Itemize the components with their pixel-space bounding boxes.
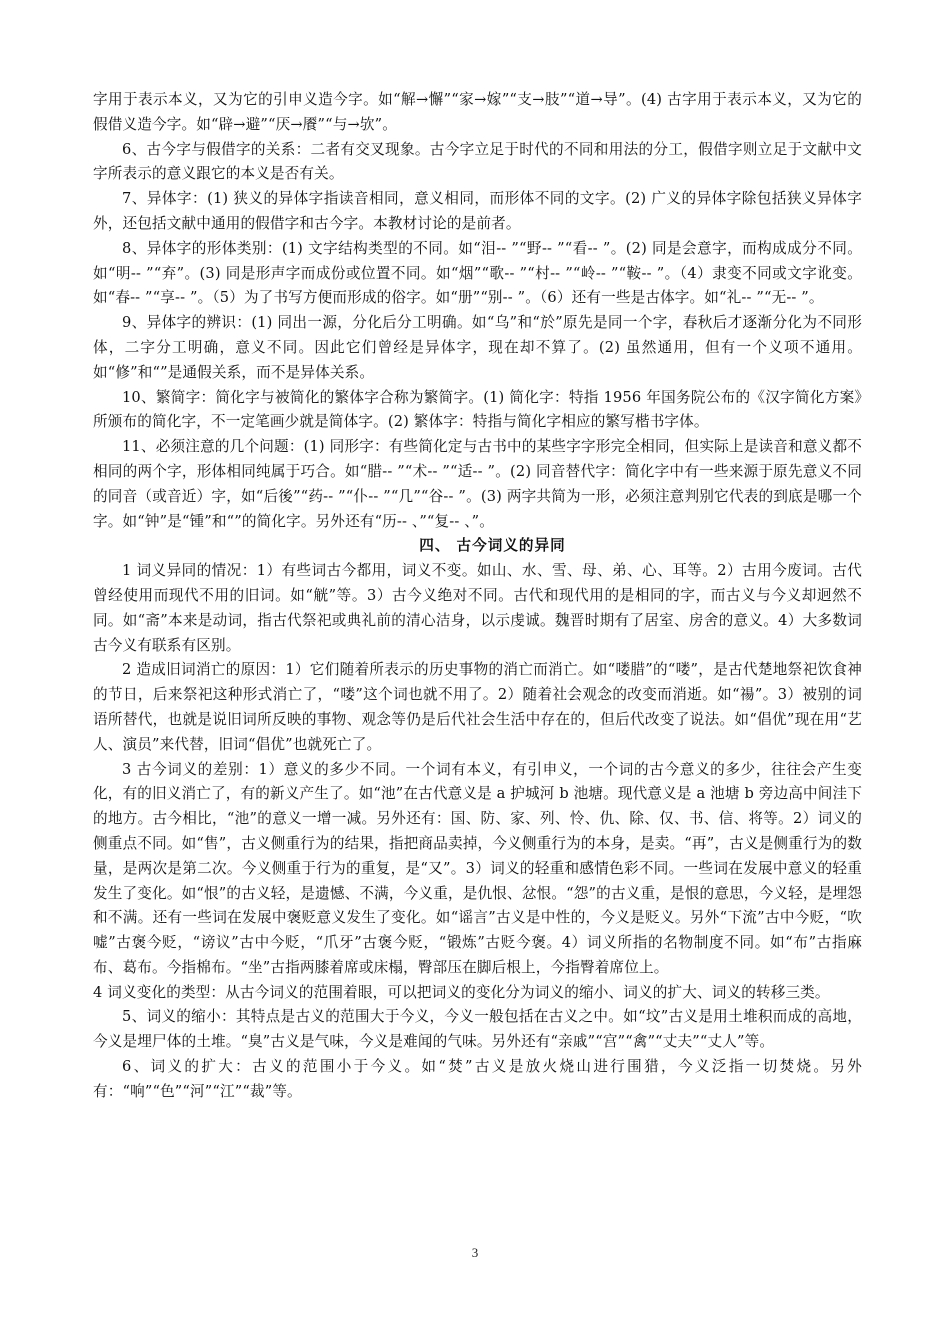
paragraph-item-6: 6、古今字与假借字的关系：二者有交叉现象。古今字立足于时代的不同和用法的分工，假借字则立足于文献中文字所表示的意义跟它的本义是否有关。 [93, 140, 862, 183]
paragraph-item-7: 7、异体字：(1) 狭义的异体字指读音相同，意义相同，而形体不同的文字。(2) 广义的异体字除包括狭义异体字外，还包括文献中通用的假借字和古今字。本教材讨论的是前者。 [93, 190, 862, 232]
paragraph-item-9: 9、异体字的辨识：(1) 同出一源，分化后分工明确。如“乌”和“於”原先是同一个字，春秋后才逐渐分化为不同形体，二字分工明确，意义不同。因此它们曾经是异体字，现在却不算了。(2) 虽然通用，但有一个义项不通用。如“修”和“”是通假关系，而不是异体关系。 [93, 314, 862, 381]
paragraph-item-11: 11、必须注意的几个问题：(1) 同形字：有些简化定与古书中的某些字字形完全相同，但实际上是读音和意义都不相同的两个字，形体相同纯属于巧合。如“腊-- ”“术-- ”“适-- ”。(2) 同音替代字：简化字中有一些来源于原先意义不同的同音（或音近）字，如“后後”“药-- ”“仆-- ”“几”“谷-- ”。(3) 两字共简为一形，必须注意判别它代表的到底是哪一个字。如“钟”是“锺”和“”的简化字。另外还有“历-- 、”“复-- 、”。 [93, 438, 862, 530]
page-number: 3 [471, 1245, 479, 1260]
paragraph-word-meaning-3: 3 古今词义的差别：1）意义的多少不同。一个词有本义，有引申义，一个词的古今意义的多少，往往会产生变化，有的旧义消亡了，有的新义产生了。如“池”在古代意义是 a 护城河 b 池塘。现代意义是 a 池塘 b 旁边高中间洼下的地方。古今相比，“池”的意义一增一减。另外还有：国、防、家、列、怜、仇、除、仅、书、信、将等。2）词义的侧重点不同。如“售”，古义侧重行为的结果，指把商品卖掉，今义侧重行为的本身，是卖。“再”，古义是侧重行为的数量，是两次是第二次。今义侧重于行为的重复，是“又”。3）词义的轻重和感情色彩不同。一些词在发展中意义的轻重发生了变化。如“恨”的古义轻，是遗憾、不满，今义重，是仇恨、忿恨。“怨”的古义重，是恨的意思，今义轻，是埋怨和不满。还有一些词在发展中褒贬意义发生了变化。如“谣言”古义是中性的，今义是贬义。另外“下流”古中今贬，“吹嘘”古褒今贬，“谤议”古中今贬，“爪牙”古褒今贬，“锻炼”古贬今褒。4）词义所指的名物制度不同。如“布”古指麻布、葛布。今指棉布。“坐”古指两膝着席或床榻，臀部压在脚后根上，今指臀着席位上。 [93, 760, 862, 976]
paragraph-word-meaning-1: 1 词义异同的情况：1）有些词古今都用，词义不变。如山、水、雪、母、弟、心、耳等。2）古用今废词。古代曾经使用而现代不用的旧词。如“觥”等。3）古今义绝对不同。古代和现代用的是相同的字，而古义与今义却迥然不同。如“斋”本来是动词，指古代祭祀或典礼前的清心洁身，以示虔诚。魏晋时期有了居室、房舍的意义。4）大多数词古今义有联系有区别。 [93, 562, 862, 654]
paragraph-item-8: 8、异体字的形体类别：(1) 文字结构类型的不同。如“泪-- ”“野-- ”“看-- ”。(2) 同是会意字，而构成成分不同。如“明-- ”“弃”。(3) 同是形声字而成份或位置不同。如“烟”“歌-- ”“村-- ”“岭-- ”“鞍-- ”。（4）隶变不同或文字讹变。如“春-- ”“享-- ”。（5）为了书写方便而形成的俗字。如“册”“别-- ”。（6）还有一些是古体字。如“礼-- ”“无-- ”。 [93, 239, 862, 307]
paragraph-word-meaning-5: 5、词义的缩小：其特点是古义的范围大于今义，今义一般包括在古义之中。如“坟”古义是用土堆积而成的高地，今义是埋尸体的土堆。“臭”古义是气味，今义是难闻的气味。另外还有“亲戚”“宫”“禽”“丈夫”“丈人”等。 [93, 1008, 862, 1051]
paragraph-ancient-modern-chars-cont: 字用于表示本义，又为它的引申义造今字。如“解→懈”“家→嫁”“支→肢”“道→导”。(4) 古字用于表示本义，又为它的假借义造今字。如“辟→避”“厌→餍”“与→欤”。 [93, 91, 862, 133]
paragraph-word-meaning-6: 6、词义的扩大：古义的范围小于今义。如“焚”古义是放火烧山进行围猎，今义泛指一切焚烧。另外有：“响”“色”“河”“江”“裁”等。 [93, 1058, 862, 1100]
paragraph-word-meaning-2: 2 造成旧词消亡的原因：1）它们随着所表示的历史事物的消亡而消亡。如“喽腊”的“喽”，是古代楚地祭祀饮食神的节日，后来祭祀这种形式消亡了，“喽”这个词也就不用了。2）随着社会观念的改变而消逝。如“禓”。3）被别的词语所替代，也就是说旧词所反映的事物、观念等仍是后代社会生活中存在的，但后代改变了说法。如“倡优”现在用“艺人、演员”来代替，旧词“倡优”也就死亡了。 [93, 661, 862, 753]
section-heading: 四、 古今词义的异同 [419, 537, 566, 555]
paragraph-word-meaning-4: 4 词义变化的类型：从古今词义的范围着眼，可以把词义的变化分为词义的缩小、词义的扩大、词义的转移三类。 [93, 983, 830, 1001]
paragraph-item-10: 10、繁简字：简化字与被简化的繁体字合称为繁简字。(1) 简化字：特指 1956 年国务院公布的《汉字简化方案》所颁布的简化字，不一定笔画少就是简体字。(2) 繁体字：特指与简化字相应的繁写楷书字体。 [93, 388, 862, 431]
